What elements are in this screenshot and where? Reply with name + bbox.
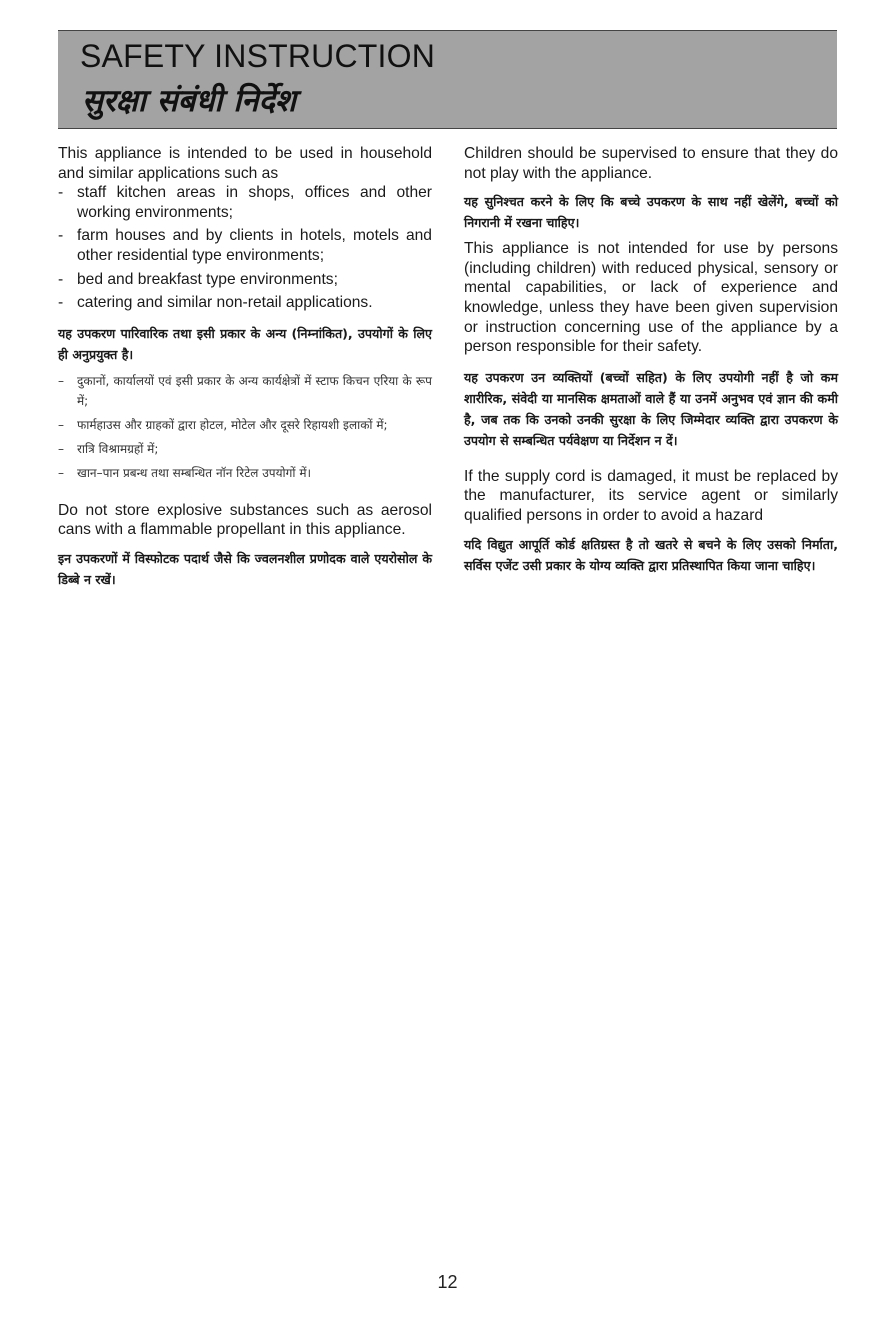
explosive-warning-paragraph: Do not store explosive substances such as aerosol cans with a flammable propellant in this appliance.: [58, 501, 432, 539]
page-title: SAFETY INSTRUCTION: [80, 38, 436, 74]
list-item: – फार्महाउस और ग्राहकों द्वारा होटल, मोटेल और दूसरे रिहायशी इलाकों में;: [58, 417, 388, 432]
list-item: – खान–पान प्रबन्ध तथा सम्बन्धित नॉन रिटेल उपयोगों में।: [58, 465, 312, 480]
list-item: - bed and breakfast type environments;: [58, 270, 338, 288]
supply-cord-paragraph-hindi: यदि विद्युत आपूर्ति कोर्ड क्षतिग्रस्त है तो खतरे से बचने के लिए उसको निर्माता, सर्विस एजेंट उसी प्रकार के योग्य व्यक्ति द्वारा प्रतिस्थापित किया जाना चाहिए।: [464, 536, 838, 573]
list-item: - catering and similar non-retail applications.: [58, 294, 373, 312]
children-supervision-paragraph-hindi: यह सुनिश्चत करने के लिए कि बच्चे उपकरण के साथ नहीं खेलेंगे, बच्चों को निगरानी में रखना चाहिए।: [464, 194, 838, 231]
reduced-capabilities-paragraph: This appliance is not intended for use by persons (including children) with reduced physical, sensory or mental capabilities, or lack of experience and knowledge, unless they have been given supervision or instruction concerning use of the appliance by a person responsible for their safety.: [464, 240, 838, 356]
list-item: – दुकानों, कार्यालयों एवं इसी प्रकार के अन्य कार्यक्षेत्रों में स्टाफ किचन एरिया के रूप में;: [58, 373, 432, 408]
page-title-hindi: सुरक्षा संबंधी निर्देश: [82, 83, 297, 119]
children-supervision-paragraph: Children should be supervised to ensure that they do not play with the appliance.: [464, 145, 838, 182]
list-item: - staff kitchen areas in shops, offices and other working environments;: [58, 184, 432, 221]
explosive-warning-paragraph-hindi: इन उपकरणों में विस्फोटक पदार्थ जैसे कि ज्वलनशील प्रणोदक वाले एयरोसोल के डिब्बे न रखें।: [58, 550, 432, 587]
intended-use-paragraph: This appliance is intended to be used in household and similar applications such as: [58, 145, 432, 182]
right-column: [464, 144, 838, 576]
intended-use-list: [58, 183, 432, 313]
reduced-capabilities-paragraph-hindi: यह उपकरण उन व्यक्तियों (बच्चों सहित) के लिए उपयोगी नहीं है जो कम शारीरिक, संवेदी या मानसिक क्षमताओं वाले हैं या उनमें अनुभव एवं ज्ञान की कमी है, जब तक कि उनको उनकी सुरक्षा के लिए जिम्मेदार व्यक्ति द्वारा उपकरण के उपयोग से सम्बन्धित पर्यवेक्षण या निर्देशन न दें।: [464, 369, 838, 448]
supply-cord-paragraph: If the supply cord is damaged, it must be replaced by the manufacturer, its service agent or similarly qualified persons in order to avoid a hazard: [464, 467, 838, 524]
list-item: - farm houses and by clients in hotels, motels and other residential type environments;: [58, 227, 432, 264]
page-number: 12: [437, 1272, 458, 1292]
intended-use-paragraph-hindi: यह उपकरण पारिवारिक तथा इसी प्रकार के अन्य (निम्नांकित), उपयोगों के लिए ही अनुप्रयुक्त है।: [58, 325, 432, 362]
intended-use-list-hindi: [58, 371, 432, 483]
list-item: – रात्रि विश्रामग्रहों में;: [58, 441, 159, 456]
section-header: [58, 30, 837, 129]
left-column: [58, 144, 432, 590]
